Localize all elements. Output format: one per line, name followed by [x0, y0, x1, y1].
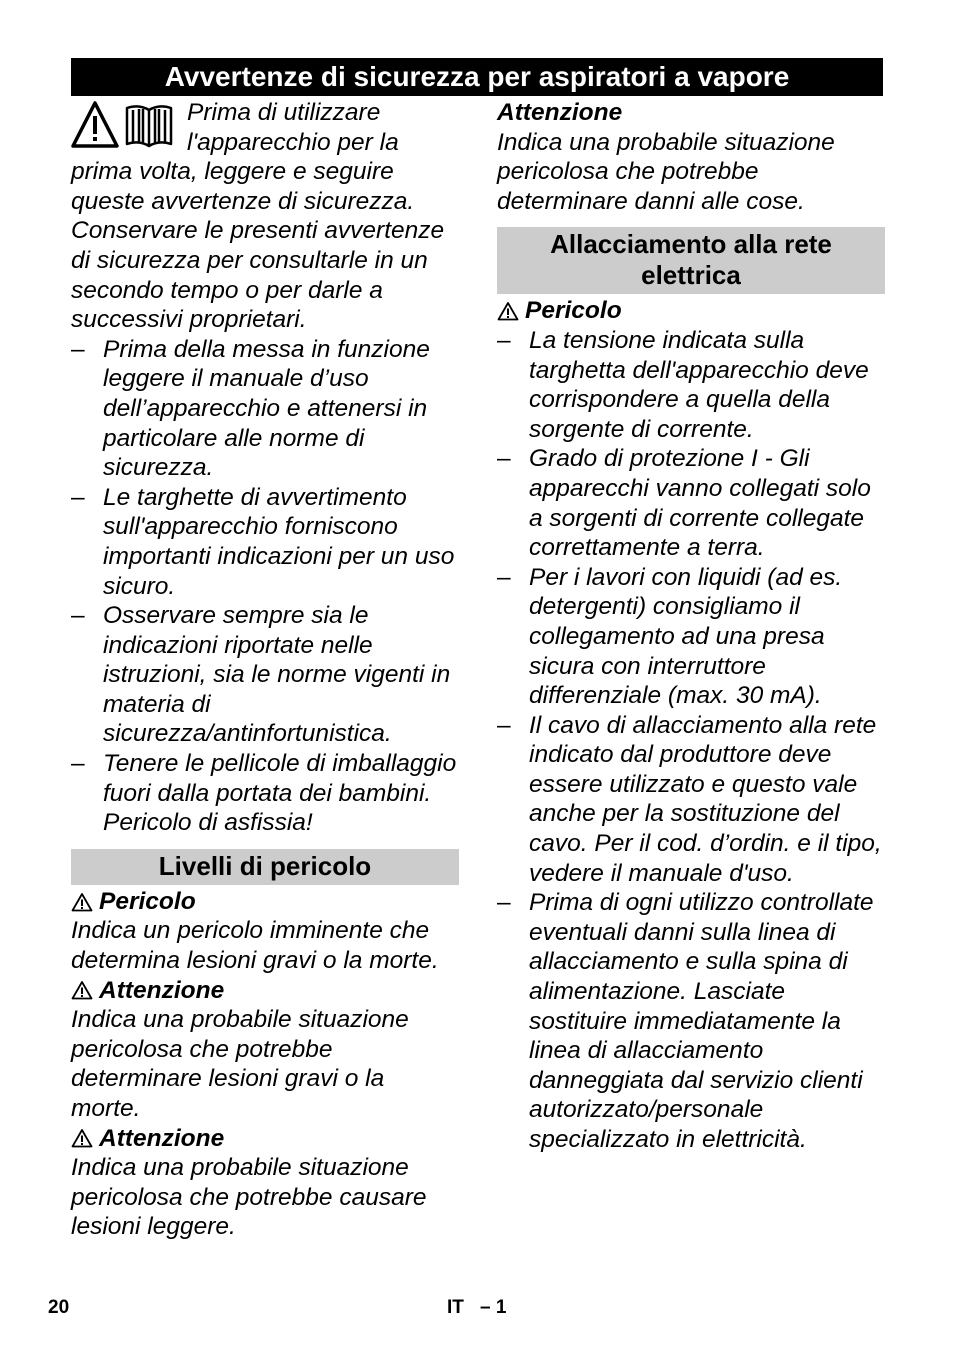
general-safety-list — [71, 335, 459, 838]
right-column — [497, 98, 885, 1155]
warning-triangle-icon — [73, 103, 117, 146]
list-item: – Le targhette di avvertimento sull'apparecchio forniscono importanti indicazioni per un uso sicuro. — [71, 483, 455, 600]
warning-triangle-icon — [497, 301, 519, 321]
level-description: Indica un pericolo imminente che determina lesioni gravi o la morte. — [71, 917, 439, 975]
level-heading: Attenzione — [71, 1124, 459, 1154]
warning-triangle-icon — [71, 892, 93, 912]
warning-manual-icon — [71, 100, 179, 152]
list-item: – La tensione indicata sulla targhetta dell'apparecchio deve corrispondere a quella della sorgente di corrente. — [497, 326, 869, 443]
level-description: Indica una probabile situazione pericolosa che potrebbe determinare danni alle cose. — [497, 128, 835, 215]
list-item: – Grado di protezione I - Gli apparecchi vanno collegati solo a sorgenti di corrente collegate correttamente a terra. — [497, 445, 871, 562]
warning-triangle-icon — [71, 1128, 93, 1148]
warning-triangle-icon — [71, 980, 93, 1000]
level-heading: Pericolo — [497, 296, 885, 326]
intro-block — [71, 98, 459, 335]
level-heading: Attenzione — [71, 976, 459, 1006]
section-heading-levels: Livelli di pericolo — [71, 849, 459, 885]
intro-text: Prima di utilizzare l'apparecchio per la prima volta, leggere e seguire queste avvertenze di sicurezza. Conservare le presenti avvertenze di sicurezza per consultarle in un secondo tempo o per darle a successivi proprietari. — [71, 99, 445, 334]
list-item: – Prima di ogni utilizzo controllate eventuali danni sulla linea di allacciamento e sulla spina di alimentazione. Lasciate sostituire immediatamente la linea di allacciamento danneggiata dal servizio clienti autorizzato/personale specializzato in elettricità. — [497, 889, 874, 1153]
level-description: Indica una probabile situazione pericolosa che potrebbe causare lesioni leggere. — [71, 1154, 427, 1241]
level-description: Indica una probabile situazione pericolosa che potrebbe determinare lesioni gravi o la morte. — [71, 1006, 409, 1122]
list-item: – Tenere le pellicole di imballaggio fuori dalla portata dei bambini. Pericolo di asfissia! — [71, 750, 457, 837]
page-number: 20 — [48, 1297, 70, 1318]
list-item: – Per i lavori con liquidi (ad es. detergenti) consigliamo il collegamento ad una presa sicura con interruttore differenziale (max. 30 mA). — [497, 563, 843, 710]
page-title: Avvertenze di sicurezza per aspiratori a vapore — [71, 58, 883, 96]
section-heading-electric: Allacciamento alla rete elettrica — [497, 227, 885, 294]
manual-book-icon — [127, 106, 171, 146]
list-item: – Osservare sempre sia le indicazioni riportate nelle istruzioni, sia le norme vigenti in materia di sicurezza/antinfortunistica. — [71, 602, 451, 748]
list-item: – Prima della messa in funzione leggere il manuale d’uso dell’apparecchio e attenersi in particolare alle norme di sicurezza. — [71, 335, 430, 482]
level-heading: Attenzione — [497, 99, 623, 126]
electric-safety-list — [497, 326, 885, 1155]
language-page: – 1 — [480, 1297, 507, 1318]
left-column — [71, 98, 459, 1242]
language-code: IT — [447, 1297, 464, 1318]
list-item: – Il cavo di allacciamento alla rete indicato dal produttore deve essere utilizzato e questo vale anche per la sostituzione del cavo. Per il cod. d’ordin. e il tipo, vedere il manuale d'uso. — [497, 711, 882, 887]
level-heading: Pericolo — [71, 887, 459, 917]
